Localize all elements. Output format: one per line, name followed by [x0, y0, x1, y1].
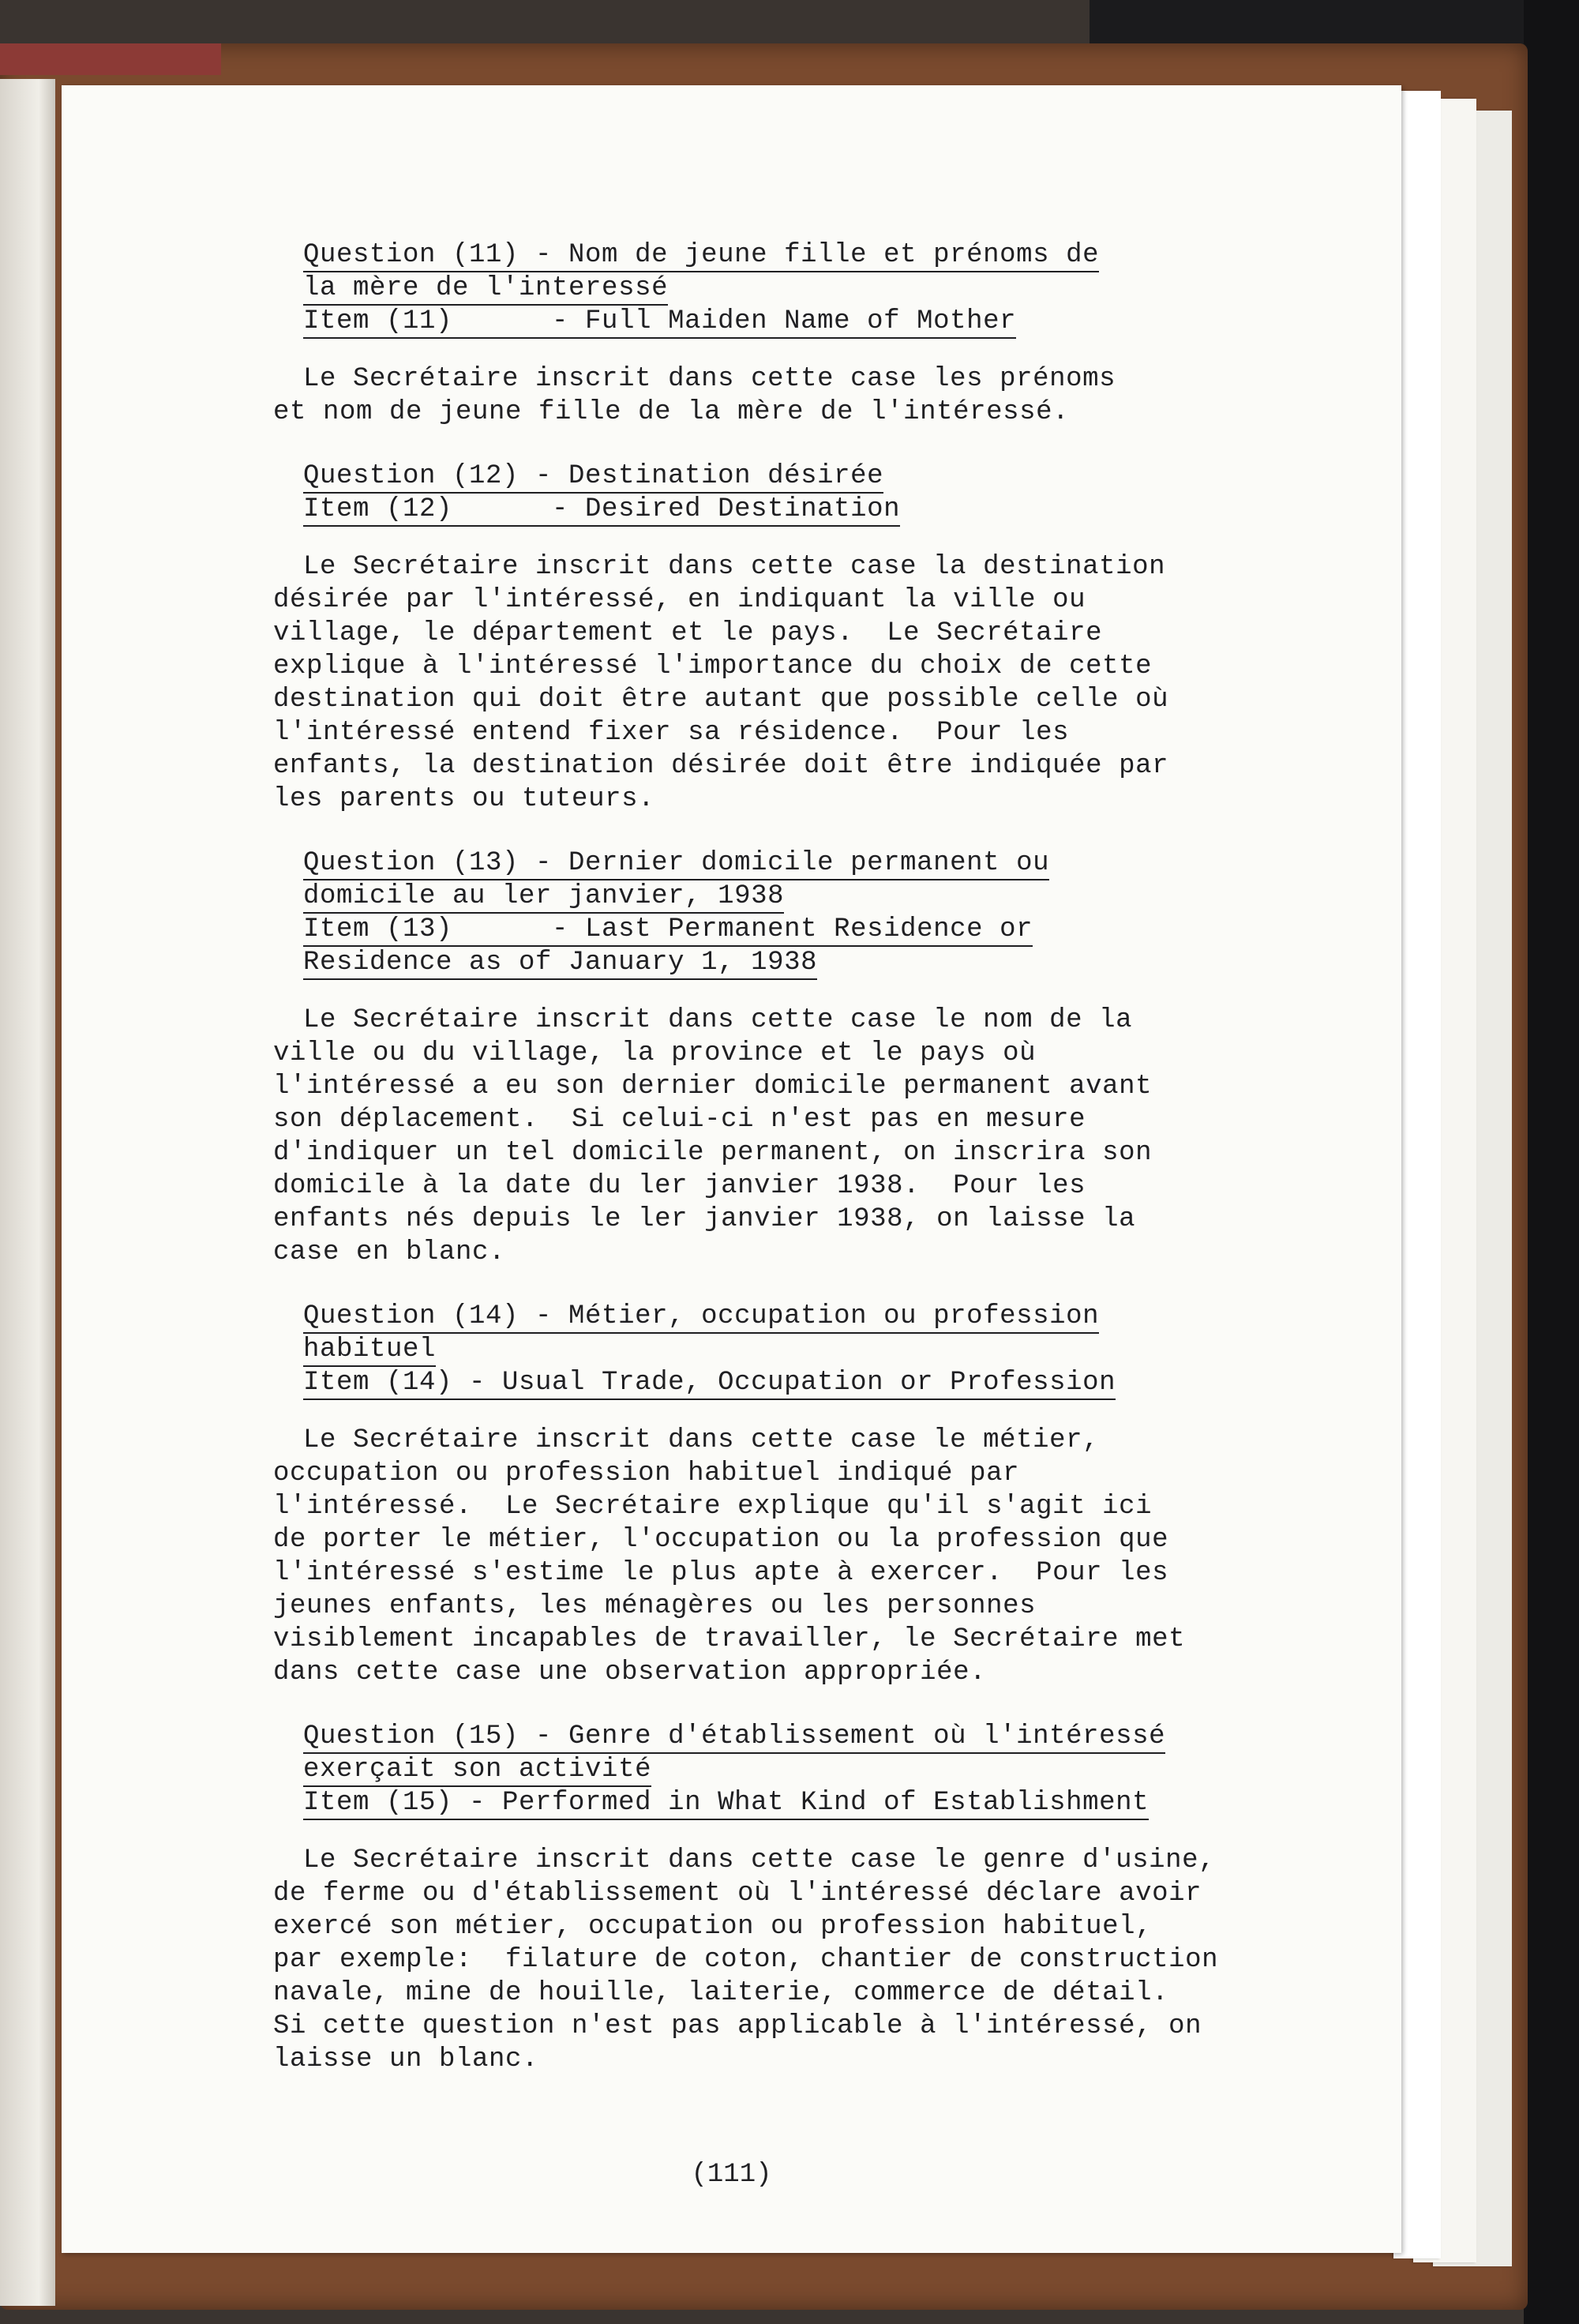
section-heading	[303, 239, 1300, 339]
paragraph-line: Le Secrétaire inscrit dans cette case la destination	[303, 552, 1166, 582]
section-heading	[303, 847, 1300, 980]
book-spine	[0, 43, 221, 75]
paragraph-line: navale, mine de houille, laiterie, commerce de détail.	[273, 1978, 1169, 2008]
section-heading	[303, 460, 1300, 527]
paragraph-line: l'intéressé a eu son dernier domicile permanent avant	[273, 1072, 1153, 1102]
paragraph-line: Le Secrétaire inscrit dans cette case les prénoms	[303, 364, 1116, 394]
paragraph-line: exercé son métier, occupation ou profession habituel,	[273, 1912, 1153, 1942]
heading-line: Question (15) - Genre d'établissement où l'intéressé	[303, 1721, 1165, 1754]
paragraph-line: d'indiquer un tel domicile permanent, on inscrira son	[273, 1138, 1153, 1168]
paragraph-line: dans cette case une observation appropriée.	[273, 1658, 987, 1688]
heading-line: Item (13) - Last Permanent Residence or	[303, 914, 1033, 947]
heading-line: habituel	[303, 1334, 436, 1367]
paragraph-line: de ferme ou d'établissement où l'intéressé déclare avoir	[273, 1879, 1202, 1909]
paragraph-line: enfants nés depuis le ler janvier 1938, on laisse la	[273, 1204, 1136, 1234]
page-content	[273, 239, 1300, 2108]
heading-line: Question (13) - Dernier domicile permanent ou	[303, 847, 1049, 880]
paragraph-line: son déplacement. Si celui-ci n'est pas en mesure	[273, 1105, 1086, 1135]
paragraph-line: les parents ou tuteurs.	[273, 784, 655, 814]
page-number: (111)	[691, 2160, 772, 2190]
paragraph-line: Le Secrétaire inscrit dans cette case le métier,	[303, 1425, 1100, 1455]
paragraph-line: explique à l'intéressé l'importance du choix de cette	[273, 651, 1153, 681]
paragraph-line: domicile à la date du ler janvier 1938. Pour les	[273, 1171, 1086, 1201]
paragraph-line: Le Secrétaire inscrit dans cette case le nom de la	[303, 1005, 1133, 1035]
section-paragraph	[273, 550, 1244, 816]
paragraph-line: et nom de jeune fille de la mère de l'intéressé.	[273, 397, 1070, 427]
paragraph-line: Le Secrétaire inscrit dans cette case le genre d'usine,	[303, 1845, 1216, 1875]
heading-line: exerçait son activité	[303, 1754, 651, 1787]
paragraph-line: destination qui doit être autant que possible celle où	[273, 685, 1169, 715]
section-paragraph	[273, 362, 1244, 429]
heading-line: Question (14) - Métier, occupation ou profession	[303, 1301, 1099, 1334]
section-paragraph	[273, 1424, 1244, 1689]
paragraph-line: enfants, la destination désirée doit être indiquée par	[273, 751, 1169, 781]
heading-line: Item (14) - Usual Trade, Occupation or Profession	[303, 1367, 1116, 1400]
heading-line: Item (12) - Desired Destination	[303, 494, 900, 527]
previous-page-edge	[0, 79, 55, 2306]
heading-line: Question (11) - Nom de jeune fille et prénoms de	[303, 239, 1099, 272]
section-heading	[303, 1721, 1300, 1820]
heading-line: domicile au ler janvier, 1938	[303, 880, 784, 914]
heading-line: la mère de l'interessé	[303, 272, 668, 306]
dark-background-edge	[1524, 0, 1579, 2324]
paragraph-line: Si cette question n'est pas applicable à l'intéressé, on	[273, 2011, 1202, 2041]
paragraph-line: jeunes enfants, les ménagères ou les personnes	[273, 1591, 1037, 1621]
paragraph-line: l'intéressé. Le Secrétaire explique qu'il s'agit ici	[273, 1492, 1153, 1522]
heading-line: Question (12) - Destination désirée	[303, 460, 883, 494]
paragraph-line: désirée par l'intéressé, en indiquant la ville ou	[273, 585, 1086, 615]
section-heading	[303, 1301, 1300, 1400]
section-paragraph	[273, 1004, 1244, 1269]
paragraph-line: village, le département et le pays. Le Secrétaire	[273, 618, 1103, 648]
heading-line: Item (11) - Full Maiden Name of Mother	[303, 306, 1016, 339]
paragraph-line: l'intéressé s'estime le plus apte à exercer. Pour les	[273, 1558, 1169, 1588]
paragraph-line: visiblement incapables de travailler, le Secrétaire met	[273, 1624, 1186, 1654]
paragraph-line: occupation ou profession habituel indiqué par	[273, 1459, 1020, 1489]
paragraph-line: ville ou du village, la province et le pays où	[273, 1038, 1037, 1068]
paragraph-line: par exemple: filature de coton, chantier de construction	[273, 1945, 1219, 1975]
paragraph-line: case en blanc.	[273, 1237, 506, 1267]
paragraph-line: de porter le métier, l'occupation ou la profession que	[273, 1525, 1169, 1555]
heading-line: Item (15) - Performed in What Kind of Establishment	[303, 1787, 1149, 1820]
heading-line: Residence as of January 1, 1938	[303, 947, 817, 980]
paragraph-line: laisse un blanc.	[273, 2044, 539, 2074]
paragraph-line: l'intéressé entend fixer sa résidence. Pour les	[273, 718, 1070, 748]
document-page	[62, 85, 1401, 2253]
section-paragraph	[273, 1844, 1244, 2076]
